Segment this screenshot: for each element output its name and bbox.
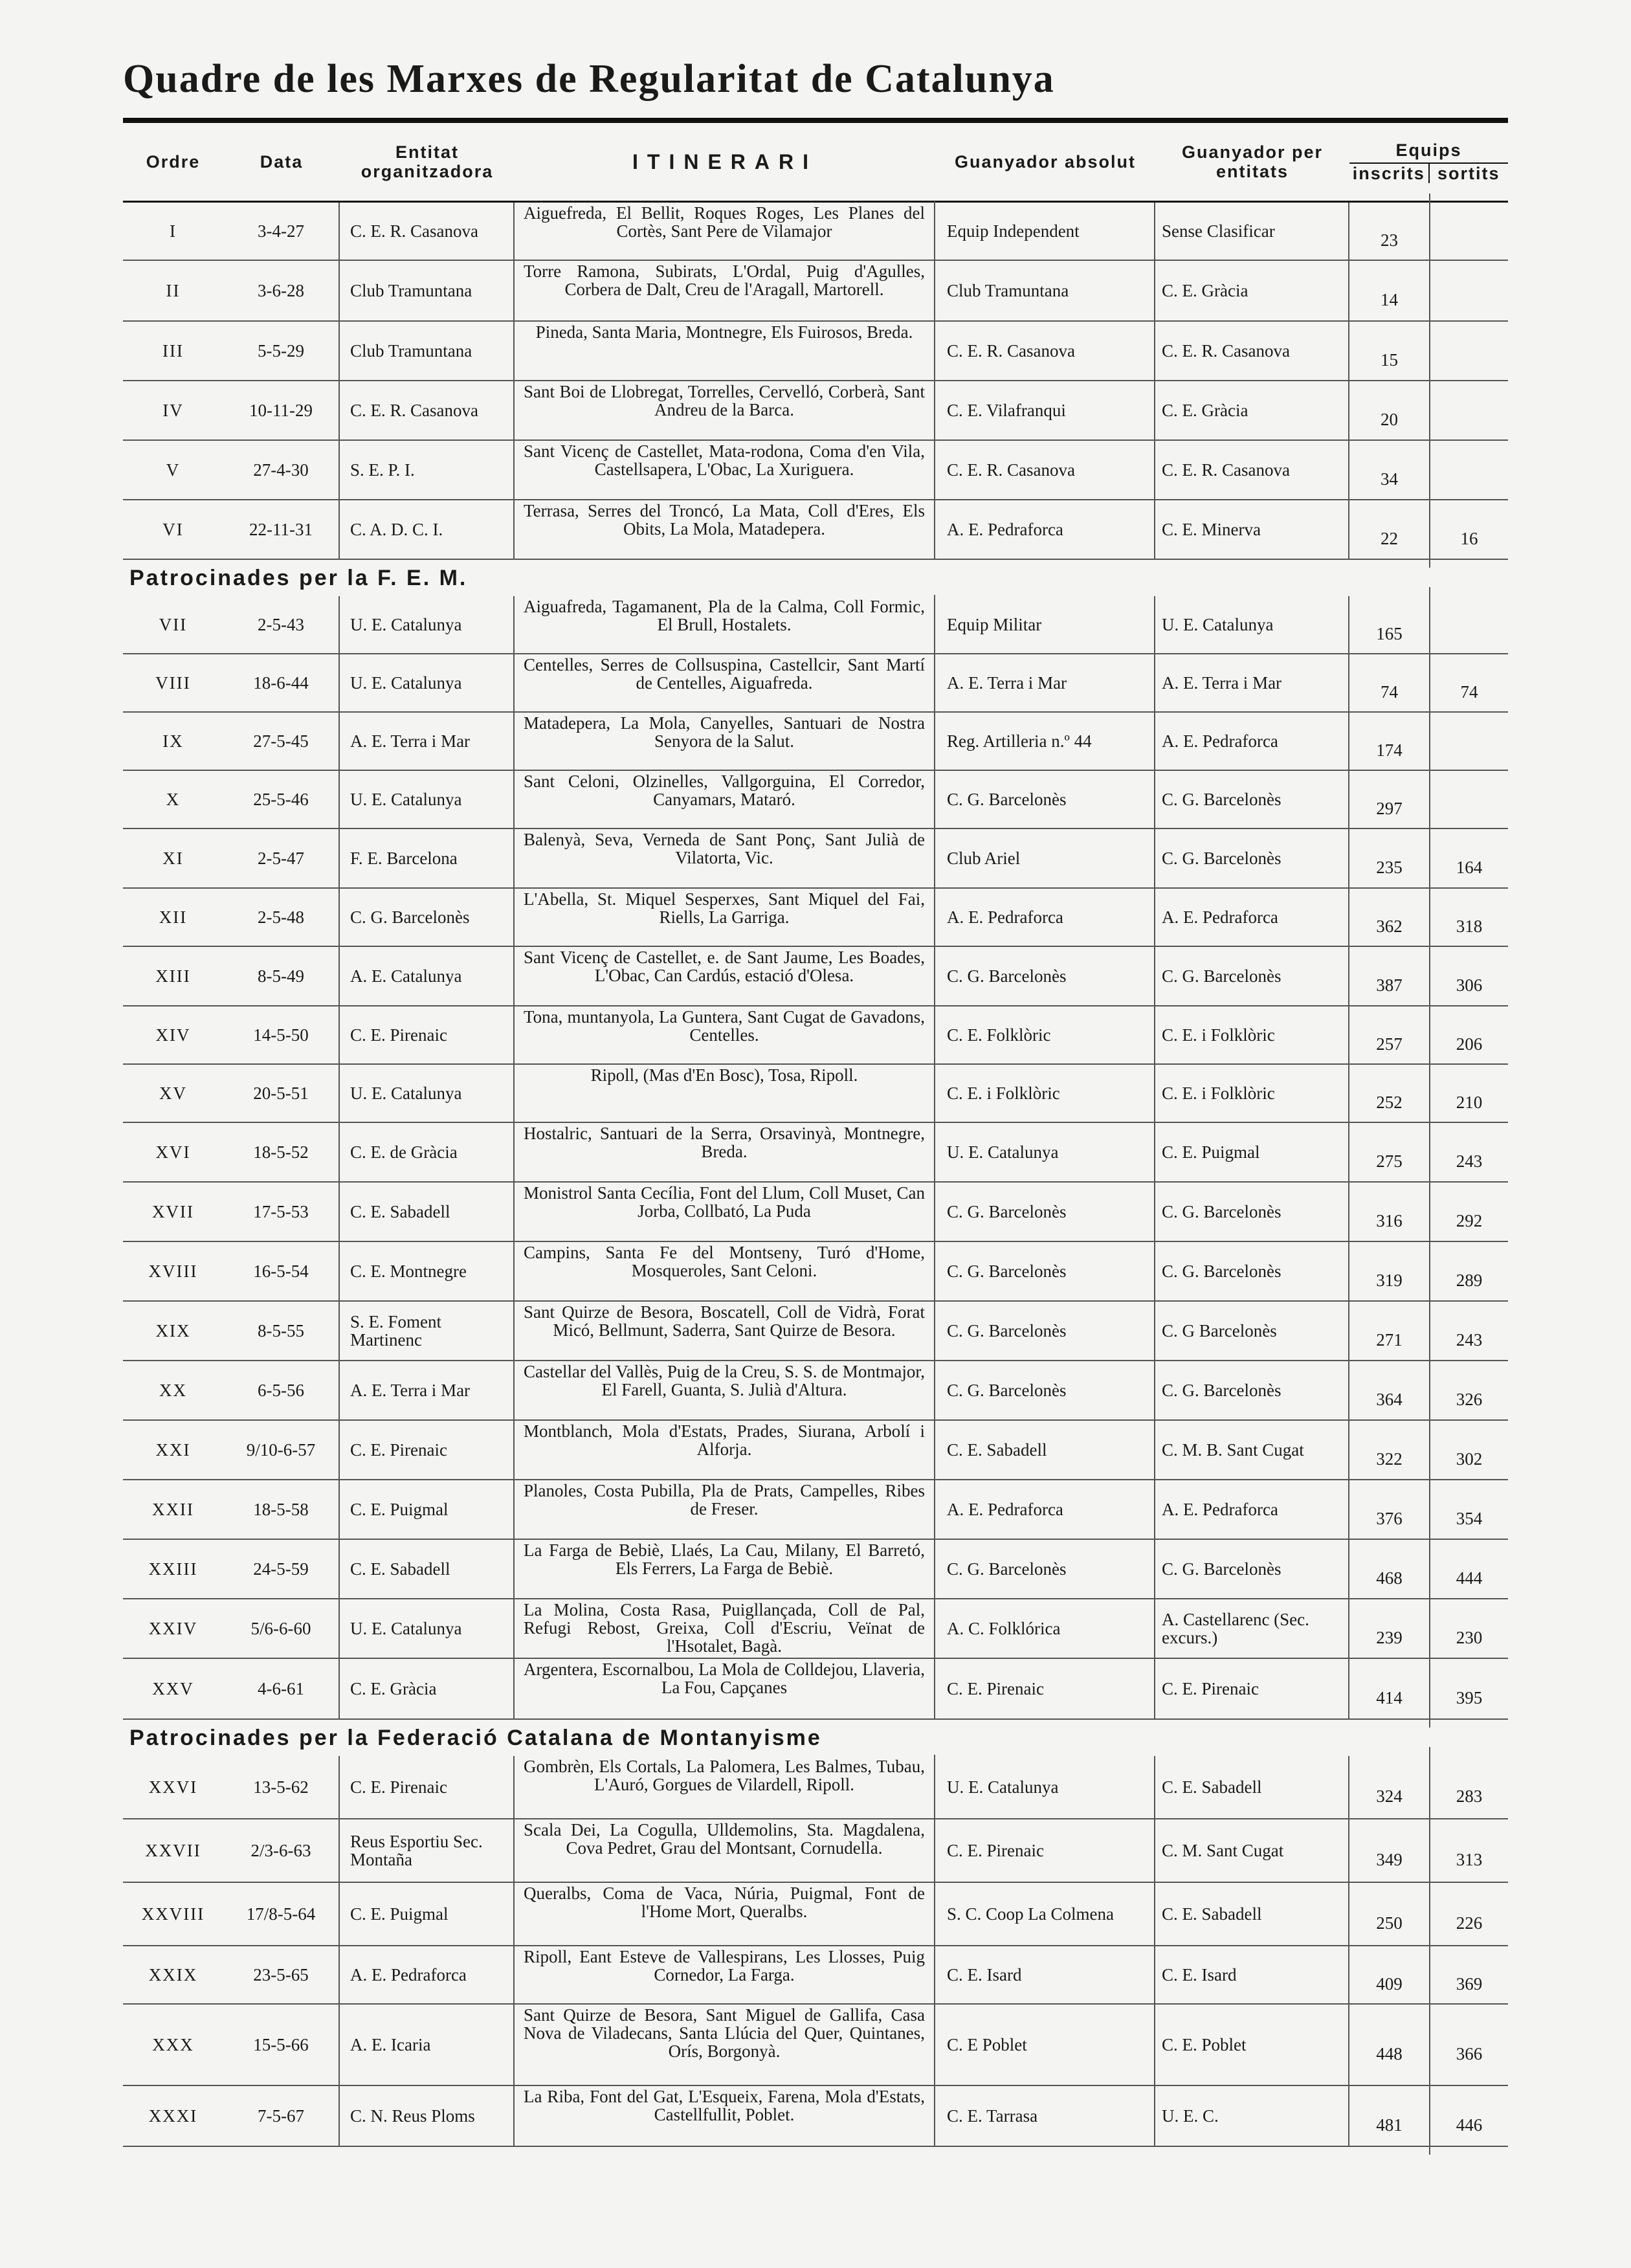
row-ordre: XXX <box>152 2035 194 2054</box>
row-guanyador-entitats: U. E. Catalunya <box>1155 596 1349 653</box>
row-ordre: XXI <box>155 1440 191 1460</box>
row-entitat: C. E. Pirenaic <box>340 1756 515 1818</box>
row-guanyador-absolut: C. E. Vilafranqui <box>935 381 1155 439</box>
row-itinerari: Pineda, Santa Maria, Montnegre, Els Fuirosos, Breda. <box>515 320 935 381</box>
row-ordre: XIII <box>155 966 191 986</box>
row-itinerari: Scala Dei, La Cogulla, Ulldemolins, Sta. Magdalena, Cova Pedret, Grau del Montsant, Cornudella. <box>515 1818 935 1883</box>
table-row <box>123 1123 1508 1183</box>
row-guanyador-entitats: U. E. C. <box>1155 2086 1349 2146</box>
row-itinerari: Sant Vicenç de Castellet, e. de Sant Jaume, Les Boades, L'Obac, Can Cardús, estació d'Olesa. <box>515 946 935 1006</box>
row-guanyador-entitats: C. E. Sabadell <box>1155 1883 1349 1945</box>
row-data: 25-5-46 <box>223 771 340 828</box>
row-entitat: Club Tramuntana <box>340 322 515 380</box>
row-inscrits: 23 <box>1349 194 1430 269</box>
row-entitat: U. E. Catalunya <box>340 1599 515 1658</box>
row-inscrits: 14 <box>1349 252 1430 329</box>
table-row <box>123 1480 1508 1540</box>
row-entitat: C. E. R. Casanova <box>340 381 515 439</box>
row-sortits: 318 <box>1456 917 1483 936</box>
row-entitat: C. G. Barcelonès <box>340 889 515 946</box>
row-ordre: XI <box>162 849 184 868</box>
row-data: 18-5-52 <box>223 1123 340 1181</box>
row-data: 2-5-43 <box>223 596 340 653</box>
row-ordre: IV <box>162 401 184 420</box>
header-entitat: Entitat organitzadora <box>361 142 494 181</box>
row-ordre: XXVI <box>148 1777 198 1797</box>
row-ordre: VIII <box>155 673 191 693</box>
table-row <box>123 1361 1508 1421</box>
row-guanyador-entitats: C. E. Isard <box>1155 1946 1349 2003</box>
row-itinerari: Sant Quirze de Besora, Sant Miguel de Gallifa, Casa Nova de Viladecans, Santa Llúcia del Quer, Quintanes, Orís, Borgonyà. <box>515 2003 935 2086</box>
table-body <box>123 203 1508 2147</box>
header-guanyador-absolut: Guanyador absolut <box>954 152 1137 172</box>
row-entitat: A. E. Icaria <box>340 2005 515 2085</box>
row-itinerari: Balenyà, Seva, Verneda de Sant Ponç, Sant Julià de Vilatorta, Vic. <box>515 828 935 889</box>
row-entitat: C. E. Gràcia <box>340 1659 515 1718</box>
row-entitat: A. E. Terra i Mar <box>340 1361 515 1419</box>
row-inscrits: 271 <box>1349 1293 1430 1369</box>
row-entitat: C. N. Reus Ploms <box>340 2086 515 2146</box>
row-sortits: 243 <box>1456 1151 1483 1171</box>
row-guanyador-entitats: C. E. Sabadell <box>1155 1756 1349 1818</box>
row-sortits: 74 <box>1460 682 1478 702</box>
row-inscrits: 250 <box>1349 1874 1430 1954</box>
section-title: Patrocinades per la Federació Catalana de Montanyisme <box>129 1726 822 1750</box>
row-data: 20-5-51 <box>223 1065 340 1122</box>
row-guanyador-absolut: S. C. Coop La Colmena <box>935 1883 1155 1945</box>
row-guanyador-absolut: A. E. Terra i Mar <box>935 654 1155 711</box>
table-row <box>123 1819 1508 1883</box>
row-inscrits: 364 <box>1349 1352 1430 1429</box>
table-row <box>123 1756 1508 1819</box>
row-inscrits: 468 <box>1349 1531 1430 1607</box>
row-guanyador-entitats: C. E. R. Casanova <box>1155 322 1349 380</box>
row-inscrits: 174 <box>1349 704 1430 779</box>
header-ordre: Ordre <box>146 152 201 172</box>
row-sortits: 366 <box>1456 2044 1483 2063</box>
row-data: 2-5-47 <box>223 829 340 887</box>
row-guanyador-absolut: A. E. Pedraforca <box>935 500 1155 559</box>
row-sortits: 164 <box>1456 858 1483 877</box>
row-ordre: XXVII <box>145 1841 201 1860</box>
row-guanyador-absolut: Reg. Artilleria n.º 44 <box>935 713 1155 770</box>
table-row <box>123 1946 1508 2005</box>
row-guanyador-absolut: A. E. Pedraforca <box>935 1480 1155 1539</box>
row-guanyador-entitats: C. E. Puigmal <box>1155 1123 1349 1181</box>
row-guanyador-absolut: C. E. Pirenaic <box>935 1659 1155 1718</box>
row-entitat: U. E. Catalunya <box>340 771 515 828</box>
row-inscrits: 235 <box>1349 820 1430 896</box>
row-itinerari: Gombrèn, Els Cortals, La Palomera, Les Balmes, Tubau, L'Auró, Gorgues de Vilardell, Ripoll. <box>515 1755 935 1819</box>
row-data: 4-6-61 <box>223 1659 340 1718</box>
row-guanyador-entitats: C. E. Poblet <box>1155 2005 1349 2085</box>
row-entitat: U. E. Catalunya <box>340 1065 515 1122</box>
table-row <box>123 500 1508 560</box>
row-data: 15-5-66 <box>223 2005 340 2085</box>
table-row <box>123 2086 1508 2147</box>
table-section <box>123 560 1508 1720</box>
row-sortits: 395 <box>1456 1688 1483 1707</box>
row-guanyador-absolut: C. E. i Folklòric <box>935 1065 1155 1122</box>
row-data: 6-5-56 <box>223 1361 340 1419</box>
row-inscrits: 319 <box>1349 1233 1430 1309</box>
row-itinerari: Aiguefreda, El Bellit, Roques Roges, Les Planes del Cortès, Sant Pere de Vilamajor <box>515 201 935 261</box>
row-ordre: II <box>166 281 181 300</box>
row-sortits: 210 <box>1456 1093 1483 1112</box>
row-sortits: 289 <box>1456 1271 1483 1290</box>
row-entitat: Club Tramuntana <box>340 261 515 320</box>
row-ordre: IX <box>162 731 184 751</box>
row-itinerari: Monistrol Santa Cecília, Font del Llum, Coll Muset, Can Jorba, Collbató, La Puda <box>515 1181 935 1242</box>
table-row <box>123 1183 1508 1242</box>
row-guanyador-absolut: U. E. Catalunya <box>935 1123 1155 1181</box>
header-equips-sub <box>1349 164 1508 183</box>
table-row <box>123 1599 1508 1659</box>
table-row <box>123 441 1508 500</box>
table-row <box>123 1302 1508 1361</box>
header-equips: Equips <box>1349 140 1508 164</box>
row-itinerari: Sant Boi de Llobregat, Torrelles, Cervelló, Corberà, Sant Andreu de la Barca. <box>515 380 935 441</box>
row-sortits: 206 <box>1456 1034 1483 1054</box>
table-row <box>123 1540 1508 1599</box>
row-data: 5/6-6-60 <box>223 1599 340 1658</box>
row-data: 18-5-58 <box>223 1480 340 1539</box>
table-row <box>123 889 1508 947</box>
row-guanyador-absolut: A. C. Folklórica <box>935 1599 1155 1658</box>
table-row <box>123 947 1508 1006</box>
row-sortits: 226 <box>1456 1913 1483 1933</box>
row-guanyador-absolut: C. E. Pirenaic <box>935 1819 1155 1882</box>
row-guanyador-entitats: A. E. Pedraforca <box>1155 1480 1349 1539</box>
row-inscrits: 481 <box>1349 2077 1430 2155</box>
row-guanyador-entitats: A. E. Terra i Mar <box>1155 654 1349 711</box>
table-row <box>123 596 1508 654</box>
row-ordre: VII <box>159 615 188 634</box>
row-entitat: C. E. Sabadell <box>340 1540 515 1598</box>
row-guanyador-entitats: C. E. Pirenaic <box>1155 1659 1349 1718</box>
row-guanyador-absolut: C. G. Barcelonès <box>935 1361 1155 1419</box>
row-itinerari: La Riba, Font del Gat, L'Esqueix, Farena, Mola d'Estats, Castellfullit, Poblet. <box>515 2085 935 2147</box>
row-guanyador-entitats: C. E. i Folklòric <box>1155 1006 1349 1063</box>
row-entitat: C. E. Pirenaic <box>340 1421 515 1479</box>
row-ordre: I <box>170 221 177 241</box>
row-guanyador-absolut: C. E. Tarrasa <box>935 2086 1155 2146</box>
row-sortits: 326 <box>1456 1390 1483 1409</box>
row-data: 16-5-54 <box>223 1242 340 1300</box>
row-guanyador-entitats: C. E. Gràcia <box>1155 381 1349 439</box>
row-data: 17/8-5-64 <box>223 1883 340 1945</box>
row-inscrits: 74 <box>1349 645 1430 720</box>
row-itinerari: Argentera, Escornalbou, La Mola de Colldejou, Llaveria, La Fou, Capçanes <box>515 1658 935 1720</box>
row-guanyador-entitats: C. E. R. Casanova <box>1155 441 1349 499</box>
row-sortits: 292 <box>1456 1211 1483 1230</box>
row-inscrits: 165 <box>1349 587 1430 662</box>
table-row <box>123 381 1508 441</box>
row-guanyador-absolut: U. E. Catalunya <box>935 1756 1155 1818</box>
row-guanyador-absolut: C. G. Barcelonès <box>935 1242 1155 1300</box>
row-sortits: 313 <box>1456 1850 1483 1869</box>
row-ordre: XVIII <box>148 1262 198 1281</box>
row-itinerari: Queralbs, Coma de Vaca, Núria, Puigmal, Font de l'Home Mort, Queralbs. <box>515 1882 935 1946</box>
row-entitat: F. E. Barcelona <box>340 829 515 887</box>
row-inscrits: 20 <box>1349 372 1430 449</box>
row-guanyador-absolut: C. E. R. Casanova <box>935 322 1155 380</box>
row-guanyador-absolut: C. G. Barcelonès <box>935 1302 1155 1360</box>
table-row <box>123 713 1508 771</box>
row-itinerari: Hostalric, Santuari de la Serra, Orsavinyà, Montnegre, Breda. <box>515 1122 935 1183</box>
row-entitat: A. E. Terra i Mar <box>340 713 515 770</box>
row-entitat: U. E. Catalunya <box>340 596 515 653</box>
row-data: 27-5-45 <box>223 713 340 770</box>
row-guanyador-absolut: C. E. Isard <box>935 1946 1155 2003</box>
row-guanyador-entitats: C. E. Gràcia <box>1155 261 1349 320</box>
table-section <box>123 203 1508 560</box>
row-entitat: S. E. P. I. <box>340 441 515 499</box>
row-entitat: A. E. Catalunya <box>340 947 515 1005</box>
row-itinerari: Aiguafreda, Tagamanent, Pla de la Calma, Coll Formic, El Brull, Hostalets. <box>515 595 935 654</box>
row-guanyador-entitats: A. E. Pedraforca <box>1155 713 1349 770</box>
row-guanyador-absolut: C. E. Folklòric <box>935 1006 1155 1063</box>
row-inscrits: 448 <box>1349 1996 1430 2094</box>
row-entitat: S. E. Foment Martinenc <box>340 1302 515 1360</box>
row-guanyador-entitats: C. G. Barcelonès <box>1155 771 1349 828</box>
row-entitat: C. E. Montnegre <box>340 1242 515 1300</box>
row-ordre: III <box>162 341 184 361</box>
table-row <box>123 1421 1508 1480</box>
table-row <box>123 771 1508 829</box>
table-row <box>123 203 1508 261</box>
row-ordre: XV <box>159 1084 187 1103</box>
row-ordre: X <box>166 790 181 809</box>
row-guanyador-entitats: C. G Barcelonès <box>1155 1302 1349 1360</box>
row-guanyador-entitats: C. G. Barcelonès <box>1155 1242 1349 1300</box>
row-itinerari: Ripoll, Eant Esteve de Vallespirans, Les Llosses, Puig Cornedor, La Farga. <box>515 1945 935 2005</box>
row-data: 2-5-48 <box>223 889 340 946</box>
row-data: 8-5-55 <box>223 1302 340 1360</box>
row-guanyador-absolut: C. E. R. Casanova <box>935 441 1155 499</box>
row-inscrits: 275 <box>1349 1114 1430 1190</box>
table-row <box>123 1242 1508 1302</box>
row-entitat: C. E. R. Casanova <box>340 203 515 260</box>
row-guanyador-entitats: C. M. B. Sant Cugat <box>1155 1421 1349 1479</box>
header-equips-group <box>1349 140 1508 183</box>
table-row <box>123 654 1508 713</box>
row-ordre: XXIII <box>148 1559 198 1579</box>
row-guanyador-absolut: C. G. Barcelonès <box>935 1183 1155 1241</box>
table-row <box>123 1883 1508 1946</box>
row-itinerari: La Farga de Bebiè, Llaés, La Cau, Milany, El Barretó, Els Ferrers, La Farga de Bebiè. <box>515 1539 935 1599</box>
row-ordre: XII <box>159 907 188 927</box>
row-entitat: C. E. Puigmal <box>340 1480 515 1539</box>
row-inscrits: 322 <box>1349 1412 1430 1488</box>
row-guanyador-absolut: C. G. Barcelonès <box>935 771 1155 828</box>
table-row <box>123 1065 1508 1123</box>
row-entitat: C. E. Sabadell <box>340 1183 515 1241</box>
row-guanyador-absolut: C. E Poblet <box>935 2005 1155 2085</box>
row-inscrits: 22 <box>1349 491 1430 568</box>
table-header <box>123 123 1508 203</box>
row-data: 27-4-30 <box>223 441 340 499</box>
row-inscrits: 349 <box>1349 1810 1430 1891</box>
row-inscrits: 414 <box>1349 1650 1430 1728</box>
page-title: Quadre de les Marxes de Regularitat de Catalunya <box>123 57 1055 101</box>
row-sortits: 283 <box>1456 1786 1483 1806</box>
row-data: 18-6-44 <box>223 654 340 711</box>
header-guanyador-entitats: Guanyador per entitats <box>1181 142 1324 181</box>
row-inscrits: 362 <box>1349 880 1430 955</box>
row-data: 10-11-29 <box>223 381 340 439</box>
row-entitat: U. E. Catalunya <box>340 654 515 711</box>
row-guanyador-absolut: Equip Militar <box>935 596 1155 653</box>
table-row <box>123 829 1508 889</box>
row-sortits: 369 <box>1456 1974 1483 1994</box>
row-ordre: XIV <box>155 1025 191 1045</box>
row-inscrits: 324 <box>1349 1747 1430 1827</box>
row-ordre: XXV <box>152 1679 194 1698</box>
row-itinerari: Sant Quirze de Besora, Boscatell, Coll de Vidrà, Forat Micó, Bellmunt, Saderra, Sant Quirze de Besora. <box>515 1300 935 1361</box>
row-guanyador-absolut: Equip Independent <box>935 203 1155 260</box>
row-inscrits: 409 <box>1349 1937 1430 2012</box>
row-inscrits: 34 <box>1349 432 1430 508</box>
row-data: 2/3-6-63 <box>223 1819 340 1882</box>
row-data: 9/10-6-57 <box>223 1421 340 1479</box>
row-sortits: 302 <box>1456 1449 1483 1469</box>
row-ordre: XVI <box>155 1142 191 1162</box>
row-itinerari: L'Abella, St. Miquel Sesperxes, Sant Miquel del Fai, Riells, La Garriga. <box>515 887 935 947</box>
row-ordre: XVII <box>152 1202 194 1221</box>
section-title: Patrocinades per la F. E. M. <box>129 566 468 590</box>
row-ordre: XXIX <box>148 1965 198 1984</box>
row-guanyador-entitats: A. E. Pedraforca <box>1155 889 1349 946</box>
row-data: 3-4-27 <box>223 203 340 260</box>
row-inscrits: 257 <box>1349 997 1430 1073</box>
row-itinerari: Tona, muntanyola, La Guntera, Sant Cugat de Gavadons, Centelles. <box>515 1005 935 1065</box>
header-data: Data <box>260 152 304 172</box>
row-sortits: 444 <box>1456 1568 1483 1588</box>
row-guanyador-absolut: C. G. Barcelonès <box>935 947 1155 1005</box>
row-guanyador-absolut: Club Tramuntana <box>935 261 1155 320</box>
row-entitat: C. E. Puigmal <box>340 1883 515 1945</box>
row-ordre: VI <box>162 520 184 539</box>
row-itinerari: Planoles, Costa Pubilla, Pla de Prats, Campelles, Ribes de Freser. <box>515 1479 935 1540</box>
row-inscrits: 15 <box>1349 313 1430 389</box>
row-itinerari: Sant Vicenç de Castellet, Mata-rodona, Coma d'en Vila, Castellsapera, L'Obac, La Xuriguera. <box>515 439 935 500</box>
row-sortits: 354 <box>1456 1509 1483 1528</box>
row-itinerari: Torre Ramona, Subirats, L'Ordal, Puig d'Agulles, Corbera de Dalt, Creu de l'Aragall, Martorell. <box>515 260 935 322</box>
row-guanyador-entitats: C. E. Minerva <box>1155 500 1349 559</box>
row-guanyador-absolut: Club Ariel <box>935 829 1155 887</box>
row-inscrits: 239 <box>1349 1590 1430 1667</box>
row-ordre: XXIV <box>148 1619 198 1638</box>
row-data: 14-5-50 <box>223 1006 340 1063</box>
row-data: 17-5-53 <box>223 1183 340 1241</box>
row-entitat: C. E. Pirenaic <box>340 1006 515 1063</box>
row-itinerari: Montblanch, Mola d'Estats, Prades, Siurana, Arbolí i Alforja. <box>515 1419 935 1480</box>
row-ordre: XIX <box>155 1321 191 1340</box>
row-entitat: C. A. D. C. I. <box>340 500 515 559</box>
table-section <box>123 1720 1508 2147</box>
table-row <box>123 1659 1508 1720</box>
row-guanyador-entitats: A. Castellarenc (Sec. excurs.) <box>1155 1599 1349 1658</box>
row-ordre: V <box>166 460 181 480</box>
row-itinerari: La Molina, Costa Rasa, Puigllançada, Coll de Pal, Refugi Rebost, Greixa, Coll d'Escriu, Veïnat de l'Hsotalet, Bagà. <box>515 1598 935 1659</box>
header-sortits: sortits <box>1437 164 1500 183</box>
table-row <box>123 322 1508 381</box>
row-guanyador-entitats: C. G. Barcelonès <box>1155 1540 1349 1598</box>
row-guanyador-entitats: C. G. Barcelonès <box>1155 947 1349 1005</box>
row-data: 13-5-62 <box>223 1756 340 1818</box>
row-inscrits: 252 <box>1349 1056 1430 1131</box>
row-itinerari: Terrasa, Serres del Troncó, La Mata, Coll d'Eres, Els Obits, La Mola, Matadepera. <box>515 499 935 560</box>
row-sortits: 230 <box>1456 1628 1483 1647</box>
row-guanyador-entitats: C. G. Barcelonès <box>1155 829 1349 887</box>
row-inscrits: 376 <box>1349 1471 1430 1548</box>
row-entitat: A. E. Pedraforca <box>340 1946 515 2003</box>
row-guanyador-entitats: C. G. Barcelonès <box>1155 1183 1349 1241</box>
row-data: 3-6-28 <box>223 261 340 320</box>
row-data: 7-5-67 <box>223 2086 340 2146</box>
row-inscrits: 297 <box>1349 762 1430 837</box>
row-sortits: 16 <box>1460 529 1478 548</box>
table-row <box>123 2005 1508 2086</box>
row-inscrits: 387 <box>1349 938 1430 1014</box>
row-itinerari: Matadepera, La Mola, Canyelles, Santuari de Nostra Senyora de la Salut. <box>515 711 935 771</box>
row-ordre: XXVIII <box>141 1904 205 1924</box>
header-inscrits: inscrits <box>1349 164 1430 183</box>
row-ordre: XXII <box>152 1500 194 1519</box>
row-guanyador-entitats: Sense Clasificar <box>1155 203 1349 260</box>
row-ordre: XX <box>159 1381 187 1400</box>
row-itinerari: Campins, Santa Fe del Montseny, Turó d'Home, Mosqueroles, Sant Celoni. <box>515 1241 935 1302</box>
row-data: 22-11-31 <box>223 500 340 559</box>
row-itinerari: Castellar del Vallès, Puig de la Creu, S. S. de Montmajor, El Farell, Guanta, S. Julià d'Altura. <box>515 1360 935 1421</box>
table-row <box>123 261 1508 322</box>
row-guanyador-absolut: C. G. Barcelonès <box>935 1540 1155 1598</box>
row-guanyador-entitats: C. G. Barcelonès <box>1155 1361 1349 1419</box>
row-data: 23-5-65 <box>223 1946 340 2003</box>
row-guanyador-absolut: A. E. Pedraforca <box>935 889 1155 946</box>
row-itinerari: Centelles, Serres de Collsuspina, Castellcir, Sant Martí de Centelles, Aiguafreda. <box>515 653 935 713</box>
row-guanyador-absolut: C. E. Sabadell <box>935 1421 1155 1479</box>
table-row <box>123 1006 1508 1065</box>
title-rule <box>123 118 1508 123</box>
header-itinerari: ITINERARI <box>632 150 817 173</box>
row-entitat: Reus Esportiu Sec. Montaña <box>340 1819 515 1882</box>
row-guanyador-entitats: C. M. Sant Cugat <box>1155 1819 1349 1882</box>
row-guanyador-entitats: C. E. i Folklòric <box>1155 1065 1349 1122</box>
row-data: 24-5-59 <box>223 1540 340 1598</box>
row-sortits: 306 <box>1456 975 1483 995</box>
row-data: 5-5-29 <box>223 322 340 380</box>
document-page <box>123 52 1508 2147</box>
row-ordre: XXXI <box>148 2106 198 2126</box>
row-data: 8-5-49 <box>223 947 340 1005</box>
row-inscrits: 316 <box>1349 1173 1430 1250</box>
row-sortits: 243 <box>1456 1330 1483 1350</box>
row-sortits: 446 <box>1456 2115 1483 2135</box>
row-itinerari: Sant Celoni, Olzinelles, Vallgorguina, El Corredor, Canyamars, Mataró. <box>515 770 935 829</box>
row-itinerari: Ripoll, (Mas d'En Bosc), Tosa, Ripoll. <box>515 1063 935 1123</box>
row-entitat: C. E. de Gràcia <box>340 1123 515 1181</box>
